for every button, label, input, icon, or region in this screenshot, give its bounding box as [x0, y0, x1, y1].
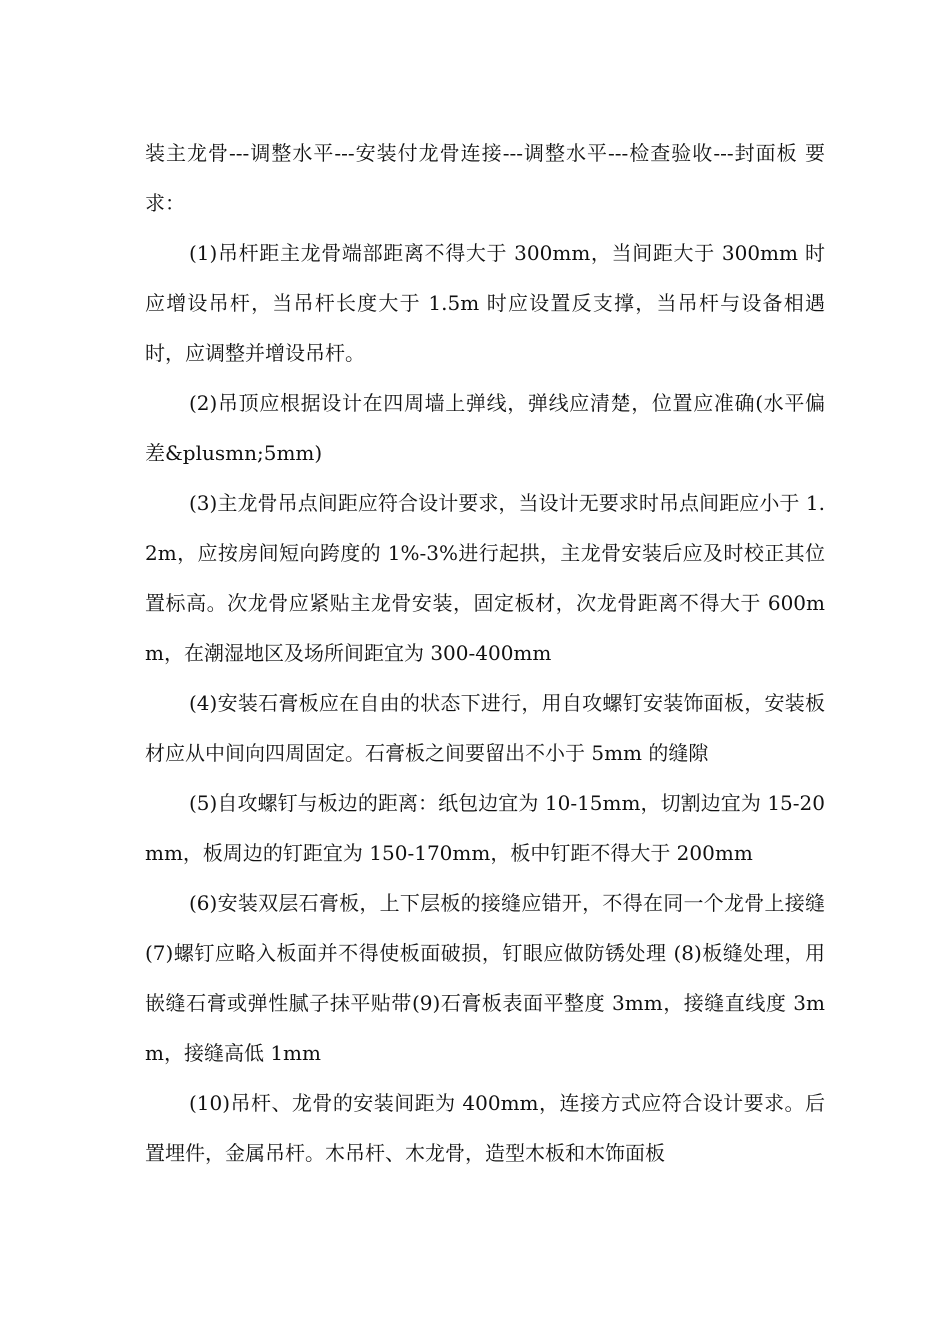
paragraph-item-2: (2)吊顶应根据设计在四周墙上弹线，弹线应清楚，位置应准确(水平偏差&plusmn;5mm)	[145, 391, 825, 465]
paragraph-item-6-9: (6)安装双层石膏板，上下层板的接缝应错开，不得在同一个龙骨上接缝 (7)螺钉应略入板面并不得使板面破损，钉眼应做防锈处理 (8)板缝处理，用嵌缝石膏或弹性腻子抹平贴带(9)石膏板表面平整度 3mm，接缝直线度 3mm，接缝高低 1mm	[145, 891, 825, 1065]
paragraph-item-10: (10)吊杆、龙骨的安装间距为 400mm，连接方式应符合设计要求。后置埋件，金属吊杆。木吊杆、木龙骨，造型木板和木饰面板	[145, 1091, 825, 1165]
paragraph-item-4: (4)安装石膏板应在自由的状态下进行，用自攻螺钉安装饰面板，安装板材应从中间向四周固定。石膏板之间要留出不小于 5mm 的缝隙	[145, 691, 825, 765]
paragraph-item-3: (3)主龙骨吊点间距应符合设计要求，当设计无要求时吊点间距应小于 1.2m，应按房间短向跨度的 1%-3%进行起拱，主龙骨安装后应及时校正其位置标高。次龙骨应紧贴主龙骨安装，固定板材，次龙骨距离不得大于 600mm，在潮湿地区及场所间距宜为 300-400mm	[145, 491, 825, 665]
paragraph-item-5: (5)自攻螺钉与板边的距离：纸包边宜为 10-15mm，切割边宜为 15-20mm，板周边的钉距宜为 150-170mm，板中钉距不得大于 200mm	[145, 791, 825, 865]
paragraph-item-1: (1)吊杆距主龙骨端部距离不得大于 300mm，当间距大于 300mm 时应增设吊杆，当吊杆长度大于 1.5m 时应设置反支撑，当吊杆与设备相遇时，应调整并增设吊杆。	[145, 241, 825, 365]
paragraph-process-steps: 装主龙骨---调整水平---安装付龙骨连接---调整水平---检查验收---封面板 要求：	[145, 141, 825, 215]
document-body	[145, 128, 825, 1178]
